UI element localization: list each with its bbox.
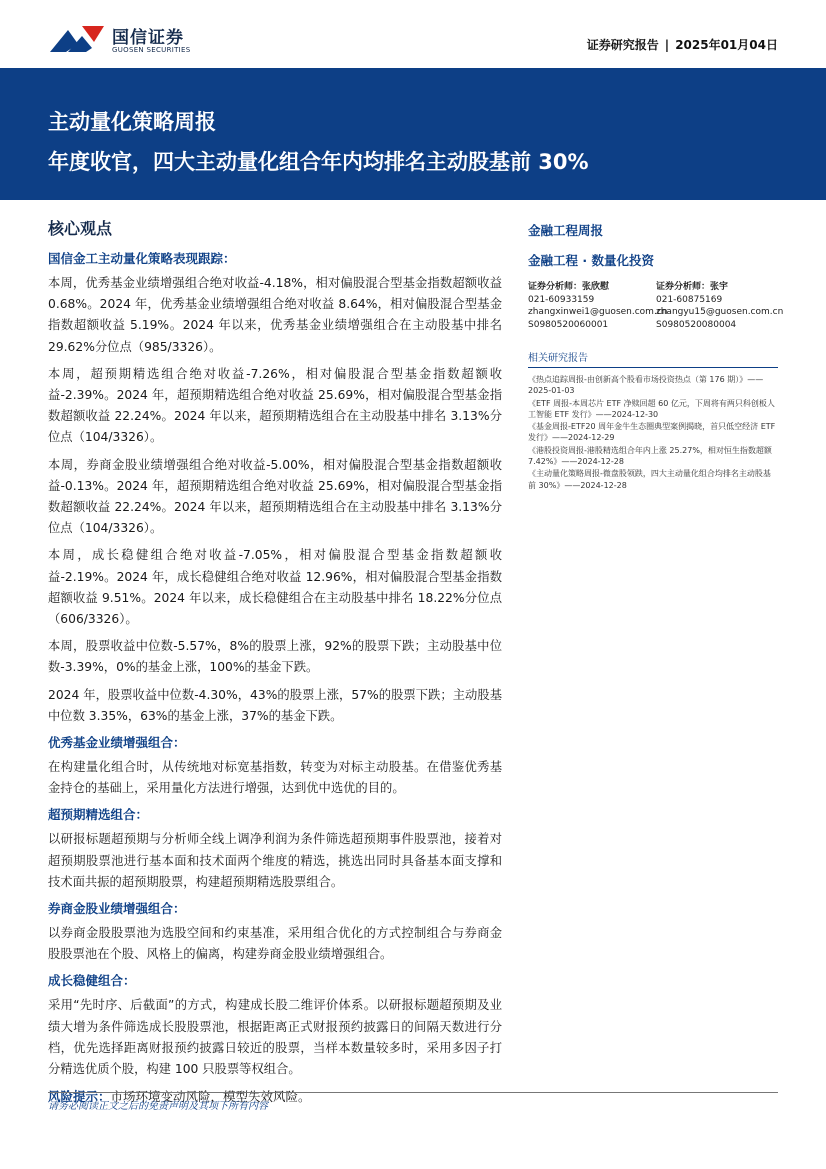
tracking-paragraph: 本周，成长稳健组合绝对收益-7.05%，相对偏股混合型基金指数超额收益-2.19%。2024 年，成长稳健组合绝对收益 12.96%，相对偏股混合型基金指数超额收益 9.51%。2024 年以来，成长稳健组合在主动股基中排名 18.22%分位点（606/3326）。	[48, 548, 502, 627]
report-category: 金融工程周报	[528, 223, 604, 238]
report-subcategory: 金融工程 · 数量化投资	[528, 253, 654, 268]
analyst-phone: 021-60875169	[656, 294, 723, 305]
meta-separator: |	[664, 38, 670, 52]
disclaimer-note: 请务必阅读正文之后的免责声明及其项下所有内容	[48, 1101, 268, 1112]
section-text-fund-enhance: 在构建量化组合时，从传统地对标宽基指数，转变为对标主动股基。在借鉴优秀基金持仓的基础上，采用量化方法进行增强，达到优中选优的目的。	[48, 760, 502, 796]
analyst-block	[528, 281, 784, 331]
tracking-paragraph: 本周，券商金股业绩增强组合绝对收益-5.00%，相对偏股混合型基金指数超额收益-0.13%。2024 年，超预期精选组合绝对收益 25.69%，相对偏股混合型基金指数超额收益 22.24%。2024 年以来，超预期精选组合在主动股基中排名 3.13%分位点（104/3326）。	[48, 457, 502, 536]
section-title-broker-picks: 券商金股业绩增强组合：	[48, 901, 186, 917]
analyst-email[interactable]: zhangyu15@guosen.com.cn	[656, 307, 784, 317]
page-footer	[48, 1092, 778, 1110]
analyst-name: 证券分析师：张欣慰	[528, 282, 610, 292]
analyst-name: 证券分析师：张宇	[656, 282, 729, 292]
logo-text-cn: 国信证券	[112, 28, 184, 48]
core-views-column	[48, 216, 502, 1107]
tracking-paragraph: 本周，超预期精选组合绝对收益-7.26%，相对偏股混合型基金指数超额收益-2.39%。2024 年，超预期精选组合绝对收益 25.69%，相对偏股混合型基金指数超额收益 22.24%。2024 年以来，超预期精选组合在主动股基中排名 3.13%分位点（104/3326）。	[48, 366, 502, 445]
section-title-growth-stable: 成长稳健组合：	[48, 973, 136, 989]
related-report-link[interactable]: 《热点追踪周报-由创新高个股看市场投资热点（第 176 期）》——2025-01-03	[528, 375, 764, 396]
report-headline: 年度收官，四大主动量化组合年内均排名主动股基前 30%	[48, 150, 589, 174]
analyst-cert: S0980520060001	[528, 319, 609, 330]
guosen-logo-icon	[48, 22, 108, 56]
related-report-link[interactable]: 《主动量化策略周报-微盘股领跌，四大主动量化组合均排名主动股基前 30%》——2024-12-28	[528, 469, 771, 490]
section-text-beat-expectation: 以研报标题超预期与分析师全线上调净利润为条件筛选超预期事件股票池，接着对超预期股票池进行基本面和技术面两个维度的精选，挑选出同时具备基本面支撑和技术面共振的超预期股票，构建超预期精选股票组合。	[48, 832, 502, 889]
report-series-title: 主动量化策略周报	[48, 110, 216, 134]
report-date: 2025年01月04日	[675, 38, 778, 52]
tracking-paragraph: 2024 年，股票收益中位数-4.30%，43%的股票上涨，57%的股票下跌；主动股基中位数 3.35%，63%的基金上涨，37%的基金下跌。	[48, 687, 502, 723]
logo-text-en: GUOSEN SECURITIES	[112, 46, 191, 54]
section-title-fund-enhance: 优秀基金业绩增强组合：	[48, 735, 186, 751]
title-banner	[0, 68, 826, 200]
related-reports-list	[528, 374, 778, 491]
page-header	[0, 0, 826, 68]
tracking-paragraph: 本周，优秀基金业绩增强组合绝对收益-4.18%，相对偏股混合型基金指数超额收益 0.68%。2024 年，优秀基金业绩增强组合绝对收益 8.64%，相对偏股混合型基金指数超额收益 5.19%。2024 年以来，优秀基金业绩增强组合在主动股基中排名 29.62%分位点（985/3326）。	[48, 276, 502, 354]
section-text-growth-stable: 采用“先时序、后截面”的方式，构建成长股二维评价体系。以研报标题超预期及业绩大增为条件筛选成长股股票池，根据距离正式财报预约披露日的间隔天数进行分档，优先选择距离财报预约披露日较近的股票，当样本数量较多时，采用多因子打分精选优质个股，构建 100 只股票等权组合。	[48, 998, 502, 1077]
analyst-email[interactable]: zhangxinwei1@guosen.com.cn	[528, 307, 668, 317]
related-report-link[interactable]: 《基金周报-ETF20 周年金牛生态圈典型案例揭晓，首只低空经济 ETF 发行》——2024-12-29	[528, 422, 776, 443]
section-text-broker-picks: 以券商金股股票池为选股空间和约束基准，采用组合优化的方式控制组合与券商金股股票池在个股、风格上的偏离，构建券商金股业绩增强组合。	[48, 926, 502, 962]
related-report-link[interactable]: 《ETF 周报-本周芯片 ETF 净赎回超 60 亿元，下周将有两只科创板人工智能 ETF 发行》——2024-12-30	[528, 398, 775, 419]
risk-label: 风险提示：	[48, 1089, 111, 1105]
report-type: 证券研究报告	[586, 38, 659, 52]
core-views-title: 核心观点	[48, 219, 113, 238]
guosen-logo	[48, 22, 208, 58]
related-report-link[interactable]: 《港股投资周报-港股精选组合年内上涨 25.27%，相对恒生指数超额 7.42%》——2024-12-28	[528, 445, 772, 467]
analyst-cert: S0980520080004	[656, 319, 737, 330]
sidebar	[528, 221, 784, 492]
analyst-card	[656, 281, 783, 331]
section-title-beat-expectation: 超预期精选组合：	[48, 807, 149, 823]
analyst-phone: 021-60933159	[528, 294, 595, 305]
analyst-card	[528, 281, 668, 331]
related-reports-title: 相关研究报告	[528, 349, 778, 368]
risk-text: 市场环境变动风险，模型失效风险。	[110, 1089, 311, 1105]
tracking-title: 国信金工主动量化策略表现跟踪：	[48, 251, 236, 266]
report-meta	[587, 36, 778, 53]
tracking-paragraph: 本周，股票收益中位数-5.57%，8%的股票上涨，92%的股票下跌；主动股基中位数-3.39%，0%的基金上涨，100%的基金下跌。	[48, 639, 502, 675]
